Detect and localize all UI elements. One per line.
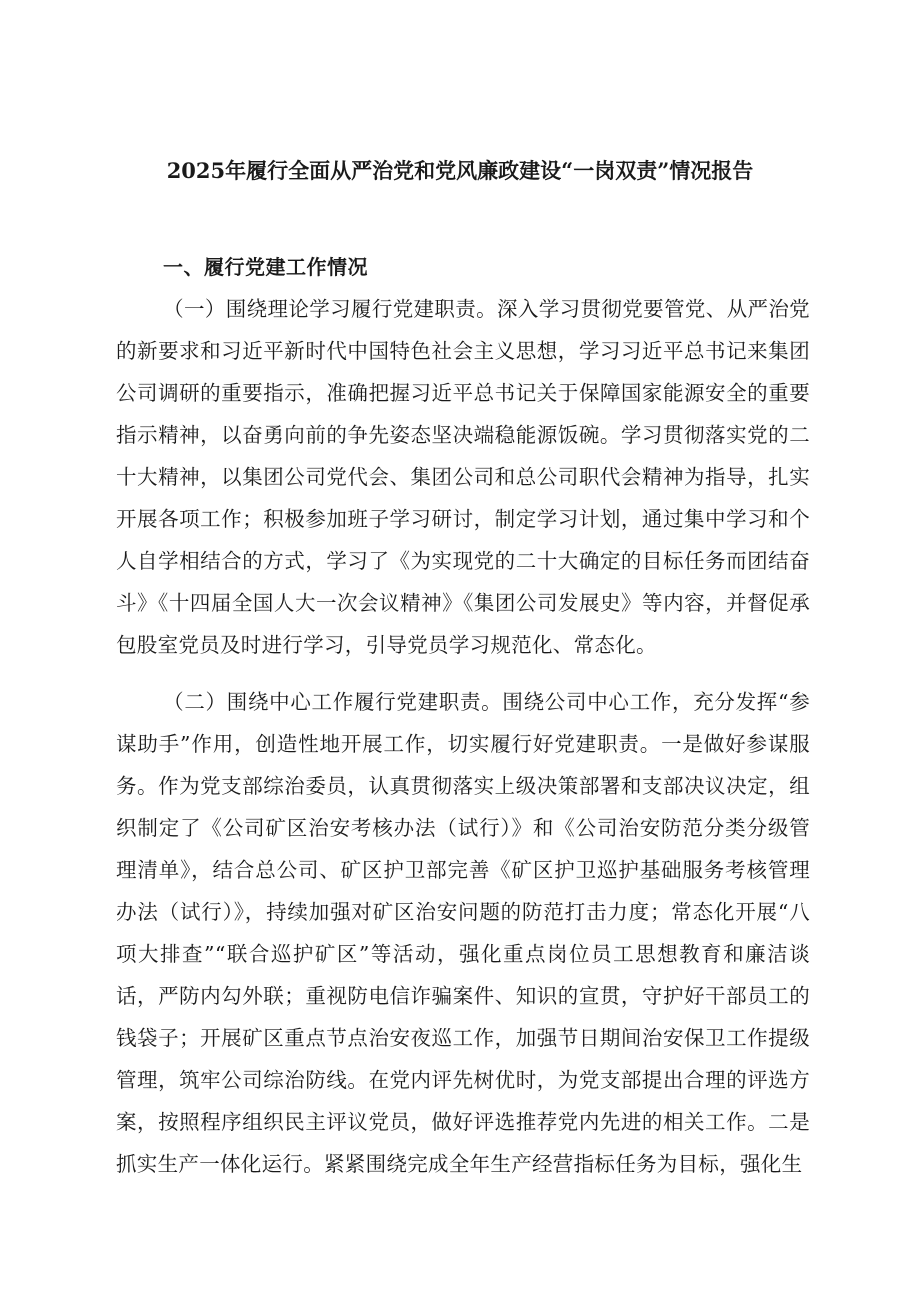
document-title: 2025年履行全面从严治党和党风廉政建设“一岗双责”情况报告 xyxy=(166,158,754,183)
section-heading: 一、履行党建工作情况 xyxy=(163,255,368,279)
paragraph-central-work: （二）围绕中心工作履行党建职责。围绕公司中心工作，充分发挥“参谋助手”作用，创造性地开展工作，切实履行好党建职责。一是做好参谋服务。作为党支部综治委员，认真贯彻落实上级决策部署和支部决议决定，组织制定了《公司矿区治安考核办法（试行）》和《公司治安防范分类分级管理清单》，结合总公司、矿区护卫部完善《矿区护卫巡护基础服务考核管理办法（试行）》，持续加强对矿区治安问题的防范打击力度；常态化开展“八项大排查”“联合巡护矿区”等活动，强化重点岗位员工思想教育和廉洁谈话，严防内勾外联；重视防电信诈骗案件、知识的宣贯，守护好干部员工的钱袋子；开展矿区重点节点治安夜巡工作，加强节日期间治安保卫工作提级管理，筑牢公司综治防线。在党内评先树优时，为党支部提出合理的评选方案，按照程序组织民主评议党员，做好评选推荐党内先进的相关工作。二是抓实生产一体化运行。紧紧围绕完成全年生产经营指标任务为目标，强化生 xyxy=(116,690,810,1176)
paragraph-theory-study: （一）围绕理论学习履行党建职责。深入学习贯彻党要管党、从严治党的新要求和习近平新时代中国特色社会主义思想，学习习近平总书记来集团公司调研的重要指示，准确把握习近平总书记关于保障国家能源安全的重要指示精神，以奋勇向前的争先姿态坚决端稳能源饭碗。学习贯彻落实党的二十大精神，以集团公司党代会、集团公司和总公司职代会精神为指导，扎实开展各项工作；积极参加班子学习研讨，制定学习计划，通过集中学习和个人自学相结合的方式，学习了《为实现党的二十大确定的目标任务而团结奋斗》《十四届全国人大一次会议精神》《集团公司发展史》等内容，并督促承包股室党员及时进行学习，引导党员学习规范化、常态化。 xyxy=(116,297,810,657)
